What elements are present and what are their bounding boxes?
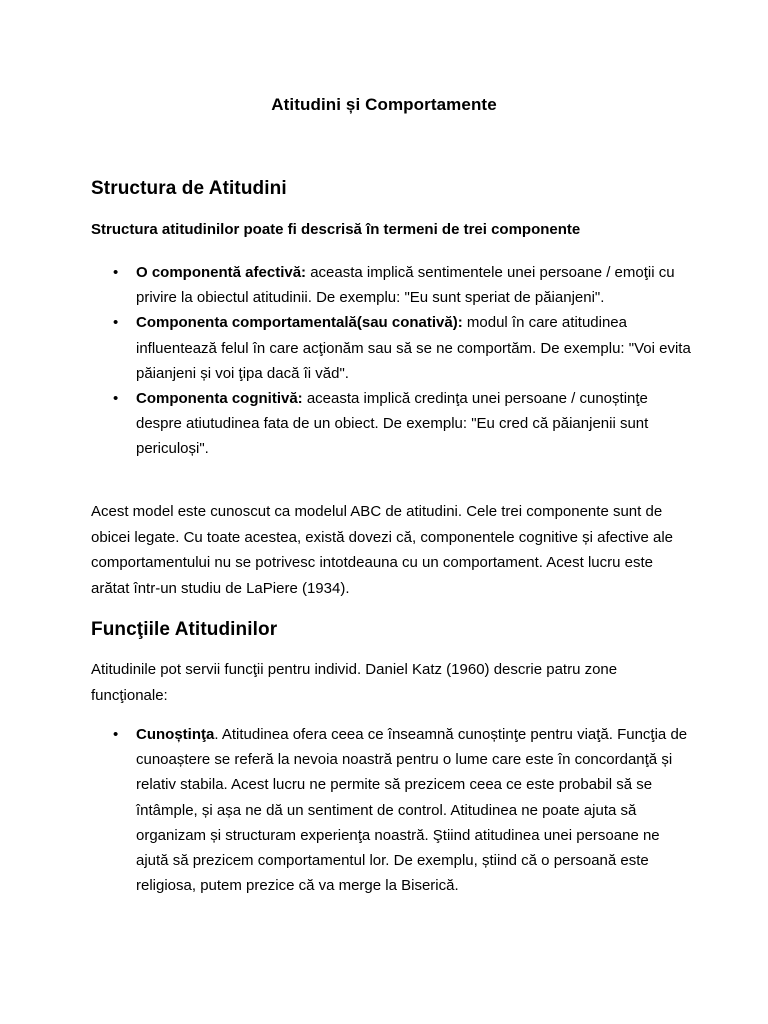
document-title: Atitudini și Comportamente xyxy=(271,95,497,114)
text-knowledge: . Atitudinea ofera ceea ce înseamnă cunoștinţe pentru viaţă. Funcţia de cunoaștere se referă la nevoia noastră pentru o lume care este în concordanţă și relativ stabila. Acest lucru ne permite să prezicem ceea ce este probabil să se întâmple, și așa ne dă un sentiment de control. Atitudinea ne poate ajuta să organizam și structuram experienţa noastră. Ştiind atitudinea unei persoane ne ajută să prezicem comportamentul lor. De exemplu, știind că o persoană este religiosa, putem prezice că va merge la Biserică. xyxy=(136,726,688,895)
section-heading-structure: Structura de Atitudini xyxy=(91,178,287,199)
term-affective: O componentă afectivă: xyxy=(136,264,307,281)
list-item-behavioral xyxy=(91,310,691,386)
section-subheading-structure: Structura atitudinilor poate fi descrisă în termeni de trei componente xyxy=(91,221,581,238)
bullet-icon: • xyxy=(113,264,119,281)
term-knowledge: Cunoștinţa xyxy=(136,726,215,743)
text-cognitive: aceasta implică credinţa unei persoane / cunoștinţe despre atiutudinea fata de un obiect. De exemplu: "Eu cred că păianjenii sunt periculoși". xyxy=(136,390,649,458)
text-affective: aceasta implică sentimentele unei persoane / emoţii cu privire la obiectul atitudinii. De exemplu: "Eu sunt speriat de păianjeni". xyxy=(136,264,675,307)
section-heading-functions: Funcţiile Atitudinilor xyxy=(91,619,278,640)
functions-paragraph: Atitudinile pot servii funcţii pentru individ. Daniel Katz (1960) descrie patru zone funcţionale: xyxy=(91,661,618,704)
bullet-icon: • xyxy=(113,390,119,408)
component-list xyxy=(91,260,691,462)
bullet-icon: • xyxy=(113,314,119,332)
list-item-knowledge xyxy=(91,722,691,898)
functions-list xyxy=(91,722,691,898)
abc-model-paragraph: Acest model este cunoscut ca modelul ABC de atitudini. Cele trei componente sunt de obicei legate. Cu toate acestea, există dovezi că, componentele cognitive și afective ale comportamentului nu se potrivesc intotdeauna cu un comportament. Acest lucru este arătat într-un studiu de LaPiere (1934). xyxy=(91,503,674,597)
list-item-cognitive xyxy=(91,386,691,462)
list-item-affective xyxy=(91,260,691,310)
term-behavioral: Componenta comportamentală(sau conativă): xyxy=(136,314,463,332)
bullet-icon: • xyxy=(113,726,119,743)
text-behavioral: modul în care atitudinea influentează felul în care acţionăm sau să se ne comportăm. De exemplu: "Voi evita păianjeni și voi ţipa dacă îi văd". xyxy=(136,314,691,382)
term-cognitive: Componenta cognitivă: xyxy=(136,390,303,408)
